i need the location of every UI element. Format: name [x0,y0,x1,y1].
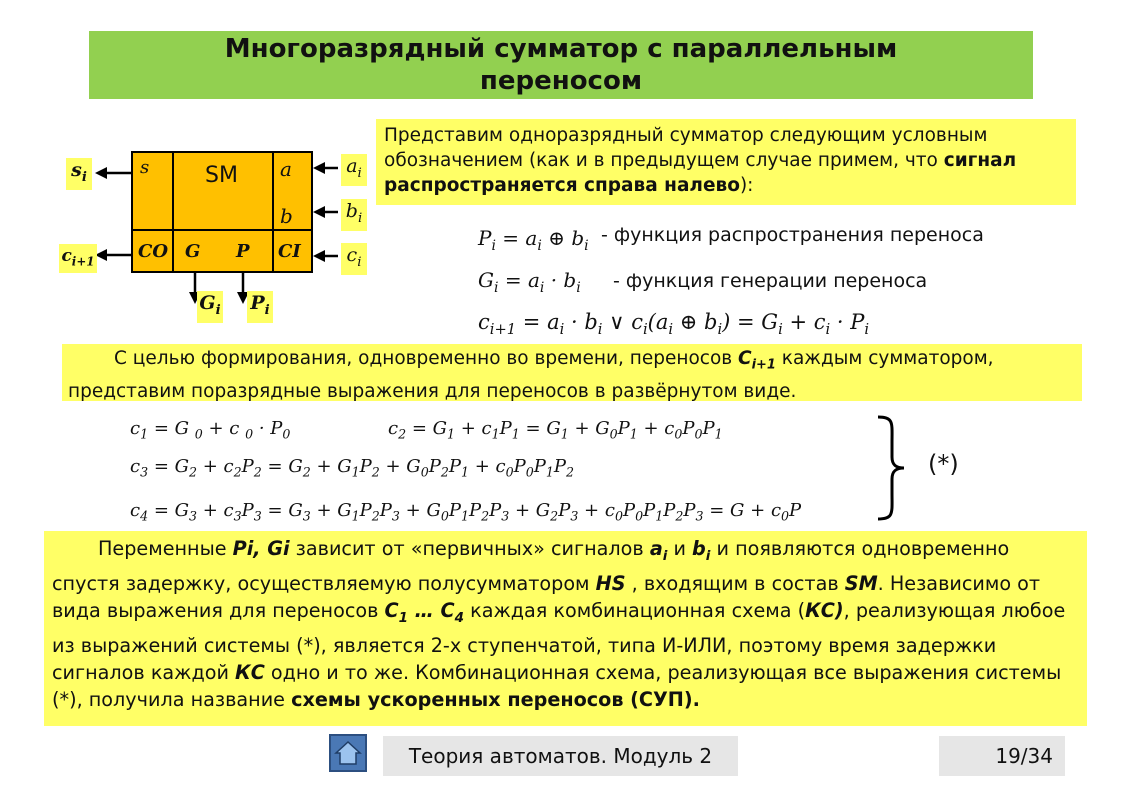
formula-p-desc: - функция распространения переноса [601,224,984,246]
intro-bold: сигнал распространяется справа налево [384,150,1017,196]
paragraph-variables: Переменные Pi, Gi зависит от «первичных» сигналов $a_i$ и $b_i$ и появляются одновременно спустя задержку, осуществляемую полусумматором HS , входящим в состав SM. Независимо от вида выражения для переносов $C_1$ … $C_4$ каждая комбинационная схема (КС), реализующая любое из выражений системы (*), является 2-х ступенчатой, типа И-ИЛИ, поэтому время задержки сигналов каждой КС одно и то же. Комбинационная схема, реализующая все выражения системы (*), получила название схемы ускоренных переносов (СУП). [44,531,1087,726]
home-icon [331,736,365,770]
output-c-label: $c_{i+1}$ [59,244,97,273]
output-g-label: $G_i$ [197,291,223,323]
equation-c3: $c_3 = G_2 + c_2P_2 = G_2 + G_1P_2 + G_0P_2P_1 + c_0P_0P_1P_2$ [130,456,575,480]
input-c-label: $c_i$ [341,243,367,275]
brace-icon [872,413,912,523]
equation-c1: $c_1 = G$ $_0$ + c $_0 \cdot P_0$ [130,418,291,442]
label-b-pin: b [280,204,293,228]
paragraph-carries: С целью формирования, одновременно во времени, переносов $C_{i+1}$ каждым сумматором, представим поразрядные выражения для переносов в развёрнутом виде. [62,344,1082,401]
formula-g-desc: - функция генерации переноса [613,270,928,292]
formula-g: $G_i = a_i \cdot b_i$ [478,268,581,296]
label-p: P [236,241,250,262]
intro-box [376,119,1076,205]
system-label: (*) [928,450,959,478]
formula-p: $P_i = a_i$ ⊕ $b_i$ [478,226,589,254]
label-ci: CI [278,241,301,262]
footer-course: Теория автоматов. Модуль 2 [383,736,738,776]
title-line-1: Многоразрядный сумматор с параллельным [224,34,898,64]
page-number: 19/34 [939,736,1065,776]
label-s-pin: s [140,157,150,178]
label-co: CO [138,241,169,262]
output-p-label: $P_i$ [247,291,273,323]
label-sm: SM [205,163,238,188]
equation-c4: $c_4 = G_3 + c_3P_3 = G_3 + G_1P_2P_3 + G_0P_1P_2P_3 + G_2P_3 + c_0P_0P_1P_2P_3 = G + c_0P$ [130,500,802,524]
input-b-label: $b_i$ [341,199,367,231]
intro-tail: ): [739,175,754,196]
label-a-pin: a [280,157,292,181]
output-s-label: $s_i$ [66,158,92,190]
input-a-label: $a_i$ [341,154,367,186]
slide-title [89,31,1033,99]
label-g: G [185,241,201,262]
formula-carry: $c_{i+1} = a_i \cdot b_i$ ∨ $c_i(a_i$ ⊕ $b_i) = G_i + c_i \cdot P_i$ [478,310,870,339]
title-line-2: переносом [479,66,643,96]
intro-text: Представим одноразрядный сумматор следующим условным обозначением (как и в предыдущем случае примем, что [384,125,988,171]
equation-c2: $c_2 = G_1 + c_1P_1 = G_1 + G_0P_1 + c_0P_0P_1$ [388,418,723,442]
home-button[interactable] [329,734,367,772]
